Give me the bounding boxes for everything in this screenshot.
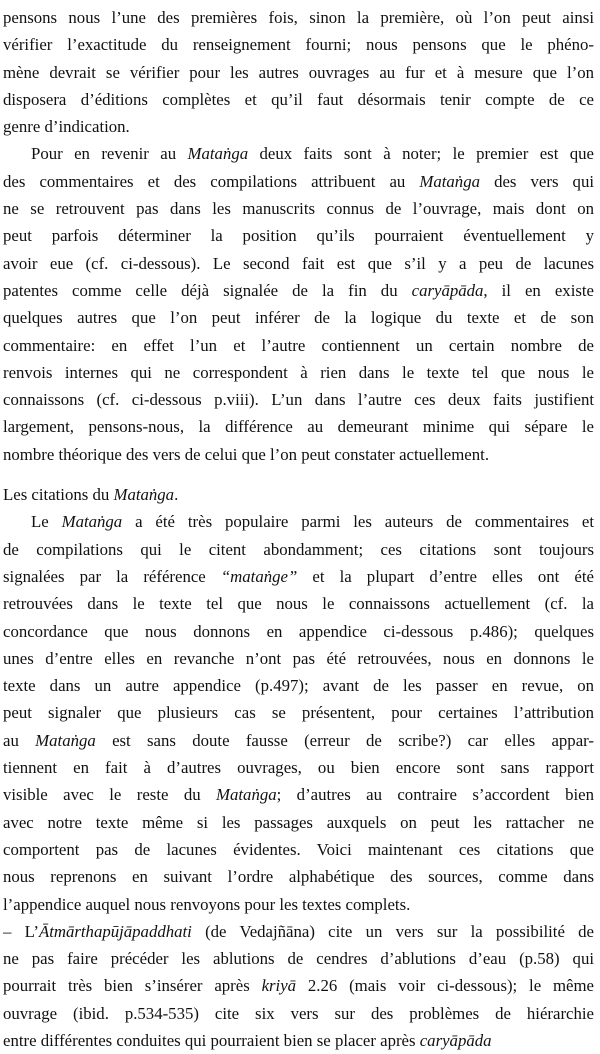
section-heading (3, 481, 594, 508)
text-line: mène devrait se vérifier pour les autres ouvrages au fur et à mesure que l’on (3, 62, 594, 82)
text-line: vérifier l’exactitude du renseignement fourni; nous pensons que le phéno- (3, 35, 594, 55)
text-line: visible avec le reste du Mataṅga; d’autres au contraire s’accordent bien (3, 785, 594, 805)
paragraph-p1 (3, 4, 594, 140)
text-line: Le Mataṅga a été très populaire parmi les auteurs de commentaires et (31, 512, 594, 532)
text-line: l’appendice auquel nous renvoyons pour les textes complets. (3, 894, 411, 914)
text-line: largement, pensons-nous, la différence au demeurant minime qui sépare le (3, 417, 594, 437)
text-line: – L’Ātmārthapūjāpaddhati (de Vedajñāna) cite un vers sur la possibilité de (3, 921, 594, 941)
text-line: texte dans un autre appendice (p.497); avant de les passer en revue, on (3, 676, 594, 696)
text-line: pourrait très bien s’insérer après kriyā 2.26 (mais voir ci-dessous); le même (3, 976, 594, 996)
text-line: Pour en revenir au Mataṅga deux faits sont à noter; le premier est que (31, 144, 594, 164)
text-body-bottom (3, 508, 594, 1054)
text-line: ne se retrouvent pas dans les manuscrits connus de l’ouvrage, mais dont on (3, 199, 594, 219)
text-line: unes d’entre elles en revanche n’ont pas été retrouvées, nous en donnons le (3, 648, 594, 668)
text-line: entre différentes conduites qui pourraient bien se placer après caryāpāda (3, 1030, 492, 1050)
section-heading-text: Les citations du Mataṅga. (3, 485, 179, 505)
text-line: nombre théorique des vers de celui que l’on peut constater actuellement. (3, 444, 490, 464)
text-line: comportent pas de lacunes évidentes. Voici maintenant ces citations que (3, 839, 594, 859)
text-line: quelques autres que l’on peut inférer de la logique du texte et de son (3, 308, 594, 328)
text-line: au Mataṅga est sans doute fausse (erreur de scribe?) car elles appar- (3, 730, 594, 750)
paragraph-p4 (3, 918, 594, 1054)
text-line: patentes comme celle déjà signalée de la fin du caryāpāda, il en existe (3, 280, 594, 300)
text-line: ne pas faire précéder les ablutions de cendres d’ablutions d’eau (p.58) qui (3, 949, 594, 969)
text-body-top (3, 4, 594, 468)
text-line: concordance que nous donnons en appendice ci-dessous p.486); quelques (3, 621, 594, 641)
text-line: signalées par la référence “mataṅge” et la plupart d’entre elles ont été (3, 566, 594, 586)
text-line: renvois internes qui ne correspondent à rien dans le texte tel que nous le (3, 362, 594, 382)
paragraph-p3 (3, 508, 594, 917)
text-line: avoir eue (cf. ci-dessous). Le second fait est que s’il y a peu de lacunes (3, 253, 594, 273)
text-line: nous reprenons en suivant l’ordre alphabétique des sources, comme dans (3, 867, 594, 887)
text-line: disposera d’éditions complètes et qu’il faut désormais tenir compte de ce (3, 89, 594, 109)
text-line: de compilations qui le citent abondamment; ces citations sont toujours (3, 539, 594, 559)
text-line: pensons nous l’une des premières fois, sinon la première, où l’on peut ainsi (3, 8, 594, 27)
text-line: commentaire: en effet l’un et l’autre contiennent un certain nombre de (3, 335, 594, 355)
text-line: peut parfois déterminer la position qu’ils pourraient éventuellement y (3, 226, 594, 246)
text-line: avec notre texte même si les passages auxquels on peut les rattacher ne (3, 812, 594, 832)
text-line: ouvrage (ibid. p.534-535) cite six vers sur des problèmes de hiérarchie (3, 1003, 594, 1023)
section-gap (3, 468, 594, 481)
paragraph-p2 (3, 140, 594, 468)
text-line: genre d’indication. (3, 117, 130, 137)
text-line: des commentaires et des compilations attribuent au Mataṅga des vers qui (3, 171, 594, 191)
text-line: tiennent en fait à d’autres ouvrages, ou bien encore sont sans rapport (3, 758, 594, 778)
text-line: peut signaler que plusieurs cas se présentent, pour certaines l’attribution (3, 703, 594, 723)
text-line: connaissons (cf. ci-dessous p.viii). L’un dans l’autre ces deux faits justifient (3, 390, 594, 410)
text-line: retrouvées dans le texte tel que nous le connaissons actuellement (cf. la (3, 594, 594, 614)
